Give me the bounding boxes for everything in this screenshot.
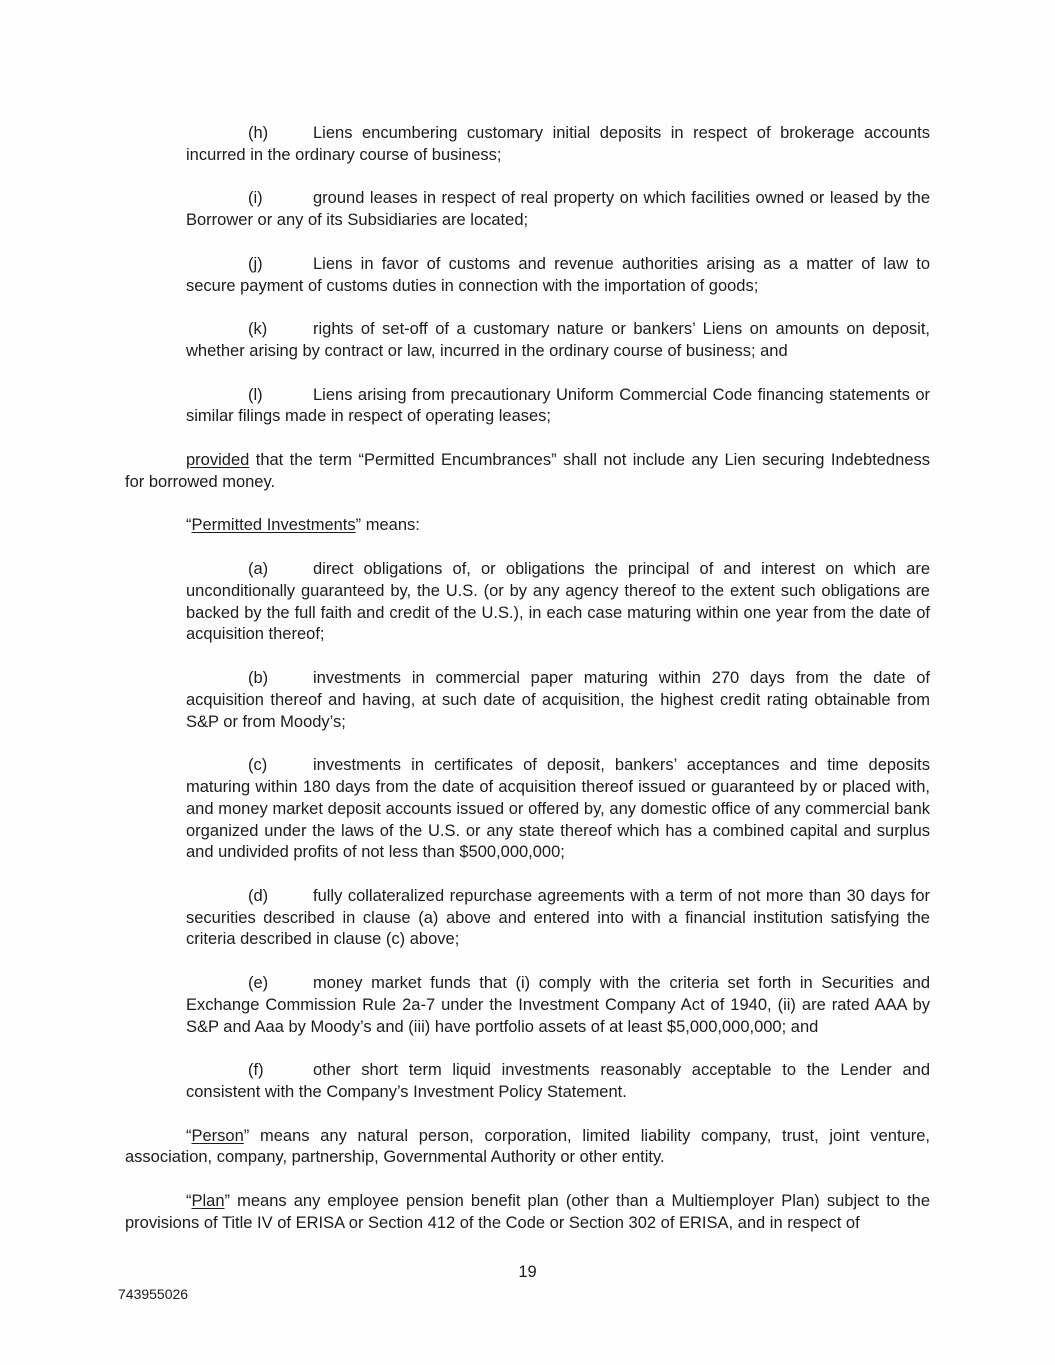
document-body — [125, 123, 930, 1256]
clause-c-text: investments in certificates of deposit, bankers’ acceptances and time deposits maturing within 180 days from the date of acquisition thereof issued or guaranteed by or placed with, and money market deposit accounts issued or offered by, any domestic office of any commercial bank organized under the laws of the U.S. or any state thereof which has a combined capital and surplus and undivided profits of not less than $500,000,000; — [186, 756, 930, 862]
clause-d-label: (d) — [248, 886, 269, 905]
proviso-paragraph — [125, 450, 930, 494]
person-term: Person — [191, 1126, 244, 1145]
permitted-investments-heading — [125, 515, 930, 537]
clause-l — [186, 385, 930, 429]
clause-f-label: (f) — [248, 1061, 264, 1080]
clause-k-text: rights of set-off of a customary nature or bankers’ Liens on amounts on deposit, whether arising by contract or law, incurred in the ordinary course of business; and — [186, 320, 930, 360]
clause-b-text: investments in commercial paper maturing within 270 days from the date of acquisition thereof and having, at such date of acquisition, the highest credit rating obtainable from S&P or from Moody’s; — [186, 668, 930, 731]
clause-e — [186, 973, 930, 1038]
clause-k — [186, 319, 930, 363]
person-definition — [125, 1126, 930, 1170]
clause-h-label: (h) — [248, 124, 269, 142]
clause-c-label: (c) — [248, 756, 268, 775]
open-quote: “ — [186, 1126, 192, 1145]
clause-a — [186, 559, 930, 646]
clause-j-text: Liens in favor of customs and revenue authorities arising as a matter of law to secure payment of customs duties in connection with the importation of goods; — [186, 254, 930, 295]
clause-i-label: (i) — [248, 189, 263, 208]
clause-h-text: Liens encumbering customary initial deposits in respect of brokerage accounts incurred in the ordinary course of business; — [186, 124, 930, 164]
open-quote: “ — [186, 516, 192, 535]
document-id-footer: 743955026 — [118, 1286, 189, 1302]
clause-e-label: (e) — [248, 974, 269, 993]
clause-b-label: (b) — [248, 668, 269, 687]
clause-f-text: other short term liquid investments reasonably acceptable to the Lender and consistent with the Company’s Investment Policy Statement. — [186, 1061, 930, 1102]
clause-l-text: Liens arising from precautionary Uniform Commercial Code financing statements or similar filings made in respect of operating leases; — [186, 385, 930, 426]
open-quote: “ — [186, 1192, 192, 1211]
clause-i-text: ground leases in respect of real property on which facilities owned or leased by the Borrower or any of its Subsidiaries are located; — [186, 189, 930, 230]
clause-a-text: direct obligations of, or obligations the principal of and interest on which are unconditionally guaranteed by, the U.S. (or by any agency thereof to the extent such obligations are backed by the full faith and credit of the U.S.), in each case maturing within one year from the date of acquisition thereof; — [186, 559, 930, 644]
clause-f — [186, 1060, 930, 1104]
page-number: 19 — [518, 1263, 537, 1281]
clause-l-label: (l) — [248, 385, 263, 404]
clause-j — [186, 254, 930, 298]
clause-d — [186, 886, 930, 951]
plan-term: Plan — [191, 1192, 225, 1211]
clause-c — [186, 755, 930, 864]
clause-a-label: (a) — [248, 559, 269, 578]
clause-h — [186, 123, 930, 167]
person-definition-text: ” means any natural person, corporation, limited liability company, trust, joint venture, association, company, partnership, Governmental Authority or other entity. — [125, 1126, 930, 1167]
clause-b — [186, 668, 930, 733]
clause-i — [186, 188, 930, 232]
clause-d-text: fully collateralized repurchase agreements with a term of not more than 30 days for securities described in clause (a) above and entered into with a financial institution satisfying the criteria described in clause (c) above; — [186, 886, 930, 949]
plan-definition-text: ” means any employee pension benefit plan (other than a Multiemployer Plan) subject to the provisions of Title IV of ERISA or Section 412 of the Code or Section 302 of ERISA, and in respect of — [125, 1192, 930, 1232]
permitted-investments-term: Permitted Investments — [191, 516, 356, 535]
clause-e-text: money market funds that (i) comply with the criteria set forth in Securities and Exchange Commission Rule 2a-7 under the Investment Company Act of 1940, (ii) are rated AAA by S&P and Aaa by Moody’s and (iii) have portfolio assets of at least $5,000,000,000; and — [186, 974, 930, 1036]
clause-j-label: (j) — [248, 254, 263, 273]
plan-definition — [125, 1191, 930, 1235]
proviso-lead-term: provided — [186, 450, 250, 469]
proviso-text: that the term “Permitted Encumbrances” shall not include any Lien securing Indebtedness for borrowed money. — [125, 450, 930, 491]
permitted-investments-rest: ” means: — [355, 516, 420, 535]
clause-k-label: (k) — [248, 320, 268, 339]
